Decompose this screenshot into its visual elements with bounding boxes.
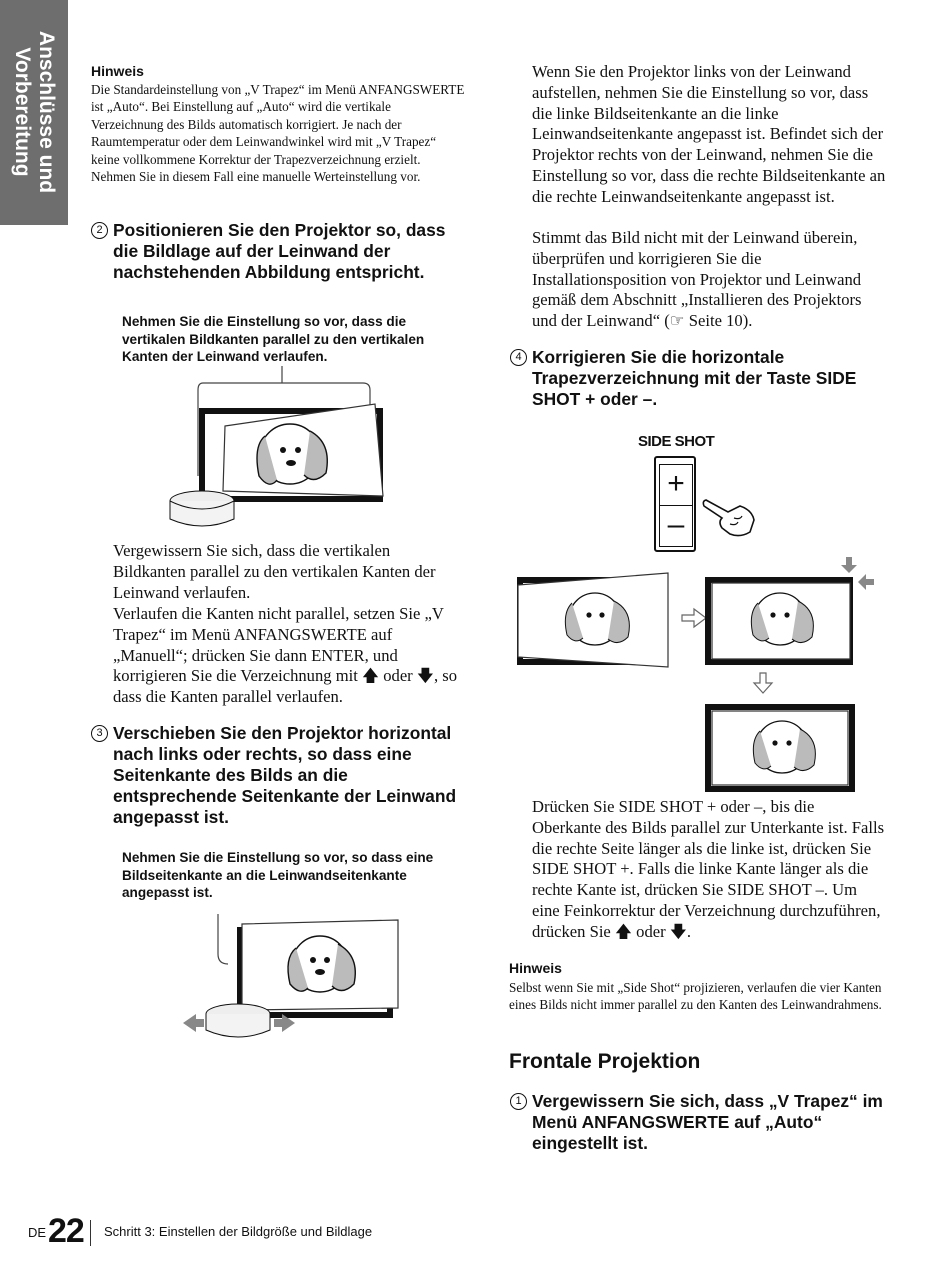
step-text: Positionieren Sie den Projektor so, dass die Bildlage auf der Leinwand der nachstehenden Abbildung entspricht.	[113, 220, 446, 282]
note-text: Selbst wenn Sie mit „Side Shot“ projizieren, verlaufen die vier Kanten eines Bilds nicht immer parallel zu den Kanten des Leinwandrahmens.	[509, 980, 882, 1013]
note-heading: Hinweis	[91, 63, 144, 79]
body-4-post: .	[686, 921, 692, 941]
step-frontal-1	[515, 1091, 887, 1154]
step-number: 1	[510, 1093, 527, 1110]
footer-language: DE	[28, 1225, 47, 1240]
section-tab-line2: Vorbereitung	[11, 47, 34, 177]
step-number: 4	[510, 349, 527, 366]
projector-icon	[206, 1004, 270, 1037]
body-4	[532, 797, 887, 943]
step-4	[515, 347, 882, 410]
step-text: Vergewissern Sie sich, dass „V Trapez“ im Menü ANFANGSWERTE auf „Auto“ eingestellt ist.	[532, 1091, 883, 1153]
arrow-up-icon: 🡅	[614, 921, 633, 941]
pointing-hand-icon	[700, 492, 760, 540]
arrow-left-icon	[858, 574, 874, 590]
screen-after	[708, 707, 852, 789]
note-text: Die Standardeinstellung von „V Trapez“ im Menü ANFANGSWERTE ist „Auto“. Bei Einstellung auf „Auto“ wird die vertikale Verzeichnung des Bilds automatisch korrigiert. Je nach der Raumtemperatur oder dem Leinwandwinkel wird mit „V Trapez“ keine vollkommene Korrektur der Trapezverzeichnung erzielt. Nehmen Sie in diesem Fall eine manuelle Werteinstellung vor.	[91, 82, 465, 185]
step-number: 3	[91, 725, 108, 742]
screen-before	[518, 573, 668, 667]
footer-divider	[90, 1220, 91, 1246]
section-side-tab	[0, 0, 68, 225]
side-shot-label: SIDE SHOT	[638, 433, 715, 450]
arrow-down-icon: 🡇	[416, 666, 434, 686]
side-shot-plus-button[interactable]: +	[659, 464, 693, 506]
body-4-pre: Drücken Sie SIDE SHOT + oder –, bis die Oberkante des Bilds parallel zur Unterkante ist. Falls die rechte Seite länger als die linke ist, drücken Sie SIDE SHOT +. Falls die linke Kante länger als die rechte Kante ist, drücken Sie SIDE SHOT –. Um eine Feinkorrektur der Verzeichnung durchzuführen, drücken Sie	[532, 797, 885, 941]
page-number: 22	[48, 1212, 84, 1250]
section-tab-label	[10, 31, 58, 193]
arrow-up-icon: 🡅	[362, 666, 380, 686]
note-heading: Hinweis	[509, 960, 562, 976]
step-3	[96, 723, 468, 828]
body-4-mid: oder	[636, 921, 666, 941]
body-3b: Stimmt das Bild nicht mit der Leinwand überein, überprüfen und korrigieren Sie die Installationsposition von Projektor und Leinwand gemäß dem Abschnitt „Installieren des Projektors und der Leinwand“ (☞ Seite 10).	[532, 228, 862, 331]
body-3a: Wenn Sie den Projektor links von der Leinwand aufstellen, nehmen Sie die Einstellung so vor, dass die linke Bildseitenkante an die linke Leinwandseitenkante angepasst ist. Befindet sich der Projektor rechts von der Leinwand, nehmen Sie die Einstellung so vor, dass die rechte Bildseitenkante an die rechte Leinwandseitenkante angepasst ist.	[532, 62, 886, 206]
arrow-down-icon: 🡇	[669, 921, 687, 941]
step-text: Korrigieren Sie die horizontale Trapezverzeichnung mit der Taste SIDE SHOT + oder –.	[532, 347, 857, 409]
arrow-down-icon	[754, 673, 772, 693]
body-2b-post: , so dass die Kanten parallel verlaufen.	[113, 666, 457, 707]
projector-icon	[170, 491, 234, 526]
figure-vertical-alignment	[165, 366, 390, 531]
side-shot-minus-button[interactable]: –	[659, 505, 693, 547]
screen-middle	[708, 580, 850, 662]
footer-chapter-title: Schritt 3: Einstellen der Bildgröße und Bildlage	[104, 1224, 373, 1239]
body-2b-pre: Verlaufen die Kanten nicht parallel, setzen Sie „V Trapez“ im Menü ANFANGSWERTE auf „Manuell“; drücken Sie dann ENTER, und korrigieren Sie die Verzeichnung mit	[113, 604, 444, 686]
body-2a: Vergewissern Sie sich, dass die vertikalen Bildkanten parallel zu den vertikalen Kanten der Leinwand verlaufen.	[113, 541, 436, 602]
figure-caption: Nehmen Sie die Einstellung so vor, dass die vertikalen Bildkanten parallel zu den vertikalen Kanten der Leinwand verlaufen.	[122, 314, 425, 365]
step-2	[96, 220, 463, 283]
arrow-left-icon	[183, 1014, 204, 1032]
body-2b-mid: oder	[383, 666, 413, 686]
figure-horizontal-shift	[180, 902, 405, 1047]
section-tab-line1: Anschlüsse und	[35, 30, 58, 194]
side-shot-button-panel	[654, 456, 696, 552]
arrow-right-icon	[682, 609, 706, 627]
figure-side-shot-sequence	[510, 555, 890, 795]
figure-caption: Nehmen Sie die Einstellung so vor, so dass eine Bildseitenkante an die Leinwandseitenkante angepasst ist.	[122, 850, 434, 901]
body-2b	[113, 604, 465, 708]
step-number: 2	[91, 222, 108, 239]
arrow-down-icon	[841, 557, 857, 573]
step-text: Verschieben Sie den Projektor horizontal nach links oder rechts, so dass eine Seitenkante des Bilds an die entsprechende Seitenkante der Leinwand angepasst ist.	[113, 723, 457, 827]
section-title: Frontale Projektion	[509, 1050, 701, 1073]
